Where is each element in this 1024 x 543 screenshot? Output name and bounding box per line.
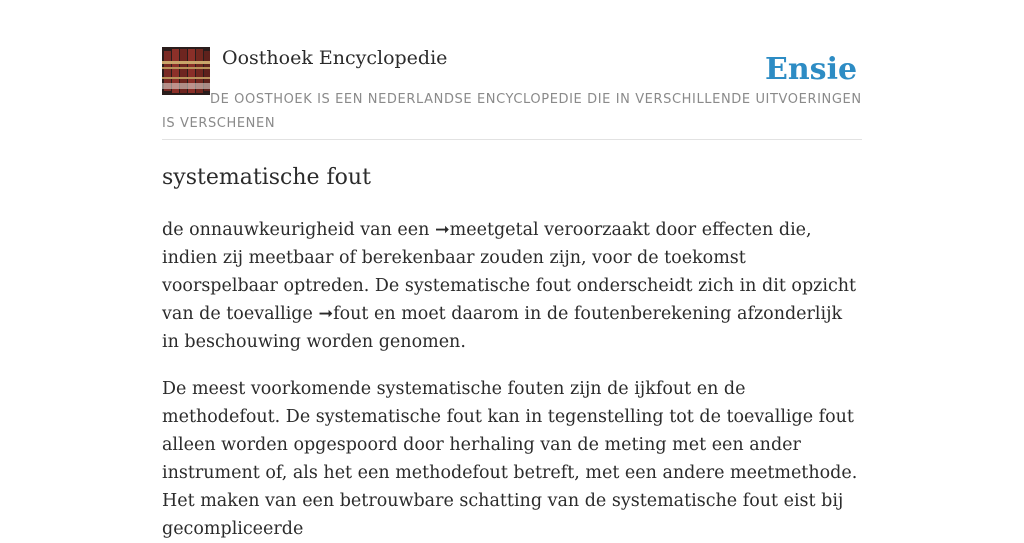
header-divider — [162, 139, 862, 140]
article-title: systematische fout — [162, 165, 371, 190]
arrow-right-icon: ➞ — [434, 220, 450, 240]
arrow-right-icon: ➞ — [318, 304, 334, 324]
paragraph-text: en moet daarom in de foutenberekening afzonderlijk in beschouwing worden genomen. — [162, 304, 843, 352]
ensie-logo[interactable]: Ensie — [765, 52, 858, 87]
link-label: meetgetal — [449, 220, 539, 240]
paragraph-text: veroorzaakt door effecten die, indien zij meetbaar of berekenbaar zouden zijn, voor de toekomst voorspelbaar optreden. De systematische fout onderscheidt zich in dit opzicht van de toevallige — [162, 220, 857, 324]
article-paragraph-1 — [162, 216, 862, 356]
cross-reference-link-fout[interactable] — [318, 304, 368, 324]
cross-reference-link-meetgetal[interactable] — [435, 220, 539, 240]
site-tagline: DE OOSTHOEK IS EEN NEDERLANDSE ENCYCLOPEDIE DIE IN VERSCHILLENDE UITVOERINGEN IS VERSCHENEN — [162, 92, 862, 131]
site-name[interactable]: Oosthoek Encyclopedie — [222, 47, 448, 69]
link-label: fout — [333, 304, 369, 324]
paragraph-text: de onnauwkeurigheid van een — [162, 220, 435, 240]
article-paragraph-2: De meest voorkomende systematische fouten zijn de ijkfout en de methodefout. De systematische fout kan in tegenstelling tot de toevallige fout alleen worden opgespoord door herhaling van de meting met een ander instrument of, als het een methodefout betreft, met een andere meetmethode. Het maken van een betrouwbare schatting van de systematische fout eist bij gecompliceerde — [162, 379, 858, 539]
